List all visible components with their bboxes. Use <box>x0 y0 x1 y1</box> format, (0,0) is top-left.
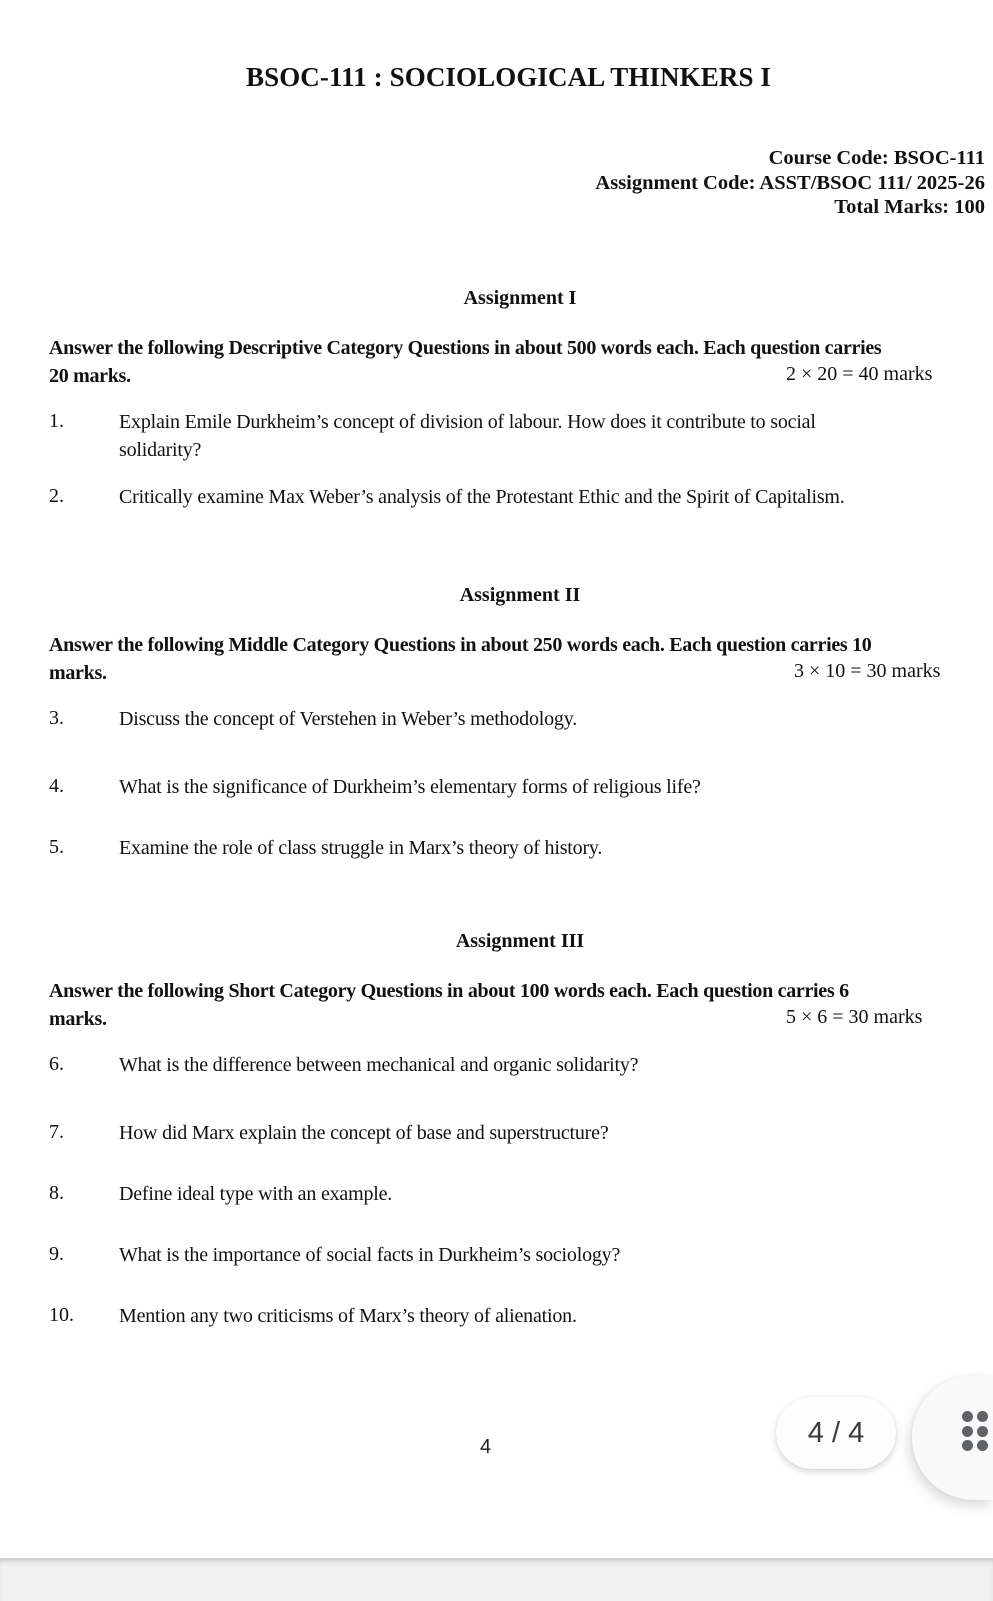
question-number: 10. <box>49 1304 74 1326</box>
total-marks: Total Marks: 100 <box>834 196 985 218</box>
question-text: What is the importance of social facts in Durkheim’s sociology? <box>119 1244 621 1266</box>
document-meta <box>595 146 985 220</box>
instruction-line-1: Answer the following Short Category Questions in about 100 words each. Each question carries 6 <box>49 980 849 1002</box>
question-number: 3. <box>49 707 64 729</box>
question-number: 6. <box>49 1053 64 1075</box>
question-number: 8. <box>49 1182 64 1204</box>
question-line-1: Explain Emile Durkheim’s concept of division of labour. How does it contribute to social <box>119 411 816 433</box>
instruction-line-2: marks. <box>49 661 107 684</box>
dot <box>962 1411 973 1422</box>
question-number: 9. <box>49 1243 64 1265</box>
instruction-line-1: Answer the following Descriptive Category Questions in about 500 words each. Each question carries <box>49 337 882 359</box>
question-text <box>119 408 979 464</box>
section-3-marks: 5 × 6 = 30 marks <box>786 1006 923 1028</box>
section-heading-assignment-2: Assignment II <box>459 584 581 606</box>
question-text: Define ideal type with an example. <box>119 1183 393 1205</box>
question-number: 2. <box>49 485 64 507</box>
instruction-line-2: 20 marks. <box>49 364 131 387</box>
question-number: 7. <box>49 1121 64 1143</box>
instruction-line-1: Answer the following Middle Category Questions in about 250 words each. Each question carries 10 <box>49 634 872 656</box>
section-1-marks: 2 × 20 = 40 marks <box>786 363 933 385</box>
page-indicator[interactable]: 4 / 4 <box>776 1397 896 1469</box>
question-number: 5. <box>49 836 64 858</box>
dot <box>977 1440 988 1451</box>
dot <box>977 1426 988 1437</box>
question-text: Mention any two criticisms of Marx’s theory of alienation. <box>119 1305 577 1327</box>
dot <box>977 1411 988 1422</box>
question-text: Examine the role of class struggle in Marx’s theory of history. <box>119 837 603 859</box>
question-line-2: solidarity? <box>119 439 202 461</box>
dot <box>962 1440 973 1451</box>
question-text: Critically examine Max Weber’s analysis of the Protestant Ethic and the Spirit of Capitalism. <box>119 486 845 508</box>
section-heading-assignment-3: Assignment III <box>455 930 585 952</box>
instruction-line-2: marks. <box>49 1007 107 1030</box>
assignment-code: Assignment Code: ASST/BSOC 111/ 2025-26 <box>595 171 985 194</box>
question-text: How did Marx explain the concept of base and superstructure? <box>119 1122 609 1144</box>
question-number: 4. <box>49 775 64 797</box>
question-text: What is the significance of Durkheim’s elementary forms of religious life? <box>119 776 701 798</box>
document-title: BSOC-111 : SOCIOLOGICAL THINKERS I <box>245 62 772 92</box>
course-code: Course Code: BSOC-111 <box>768 147 985 169</box>
viewer-bottom-area <box>0 1558 993 1601</box>
question-text: What is the difference between mechanical and organic solidarity? <box>119 1054 639 1076</box>
six-dot-grid-icon[interactable] <box>962 1411 988 1451</box>
question-number: 1. <box>49 410 64 432</box>
section-2-marks: 3 × 10 = 30 marks <box>794 660 941 682</box>
section-heading-assignment-1: Assignment I <box>463 287 577 309</box>
dot <box>962 1426 973 1437</box>
question-text: Discuss the concept of Verstehen in Weber’s methodology. <box>119 708 578 730</box>
page-footer-number: 4 <box>480 1436 492 1458</box>
